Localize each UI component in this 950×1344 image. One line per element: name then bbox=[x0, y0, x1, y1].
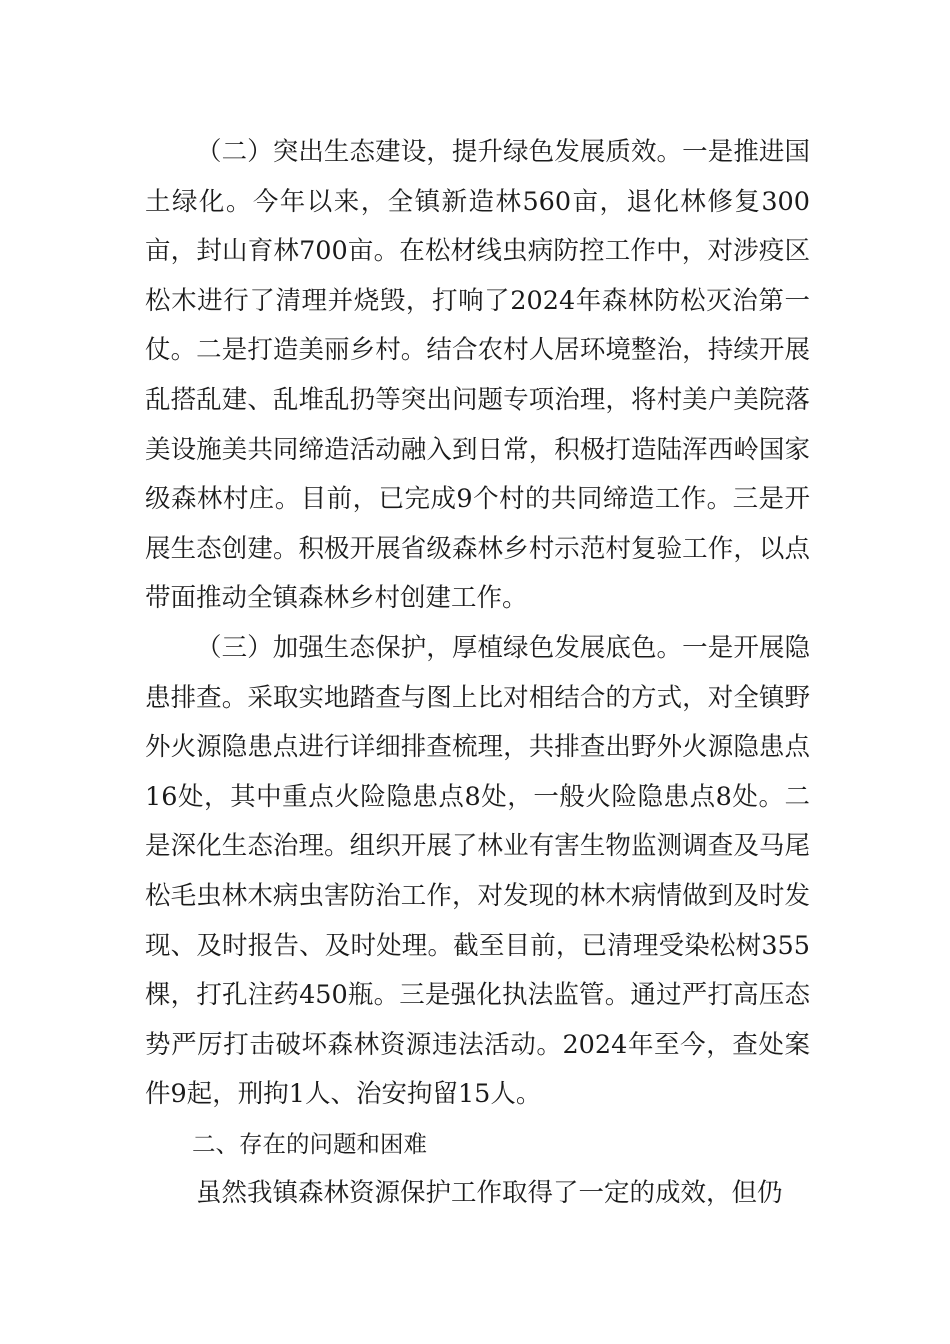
paragraph-ecological-construction: （二）突出生态建设，提升绿色发展质效。一是推进国土绿化。今年以来，全镇新造林560亩，退化林修复300亩，封山育林700亩。在松材线虫病防控工作中，对涉疫区松木进行了清理并烧毁，打响了2024年森林防松灭治第一仗。二是打造美丽乡村。结合农村人居环境整治，持续开展乱搭乱建、乱堆乱扔等突出问题专项治理，将村美户美院落美设施美共同缔造活动融入到日常，积极打造陆浑西岭国家级森林村庄。目前，已完成9个村的共同缔造工作。三是开展生态创建。积极开展省级森林乡村示范村复验工作，以点带面推动全镇森林乡村创建工作。 bbox=[145, 137, 810, 614]
section-heading-problems: 二、存在的问题和困难 bbox=[192, 1129, 427, 1158]
paragraph-problems-intro: 虽然我镇森林资源保护工作取得了一定的成效，但仍 bbox=[196, 1178, 783, 1209]
paragraph-ecological-protection: （三）加强生态保护，厚植绿色发展底色。一是开展隐患排查。采取实地踏查与图上比对相结合的方式，对全镇野外火源隐患点进行详细排查梳理，共排查出野外火源隐患点16处，其中重点火险隐患点8处，一般火险隐患点8处。二是深化生态治理。组织开展了林业有害生物监测调查及马尾松毛虫林木病虫害防治工作，对发现的林木病情做到及时发现、及时报告、及时处理。截至目前，已清理受染松树355棵，打孔注药450瓶。三是强化执法监管。通过严打高压态势严厉打击破坏森林资源违法活动。2024年至今，查处案件9起，刑拘1人、治安拘留15人。 bbox=[145, 632, 810, 1110]
document-body bbox=[145, 128, 810, 1219]
